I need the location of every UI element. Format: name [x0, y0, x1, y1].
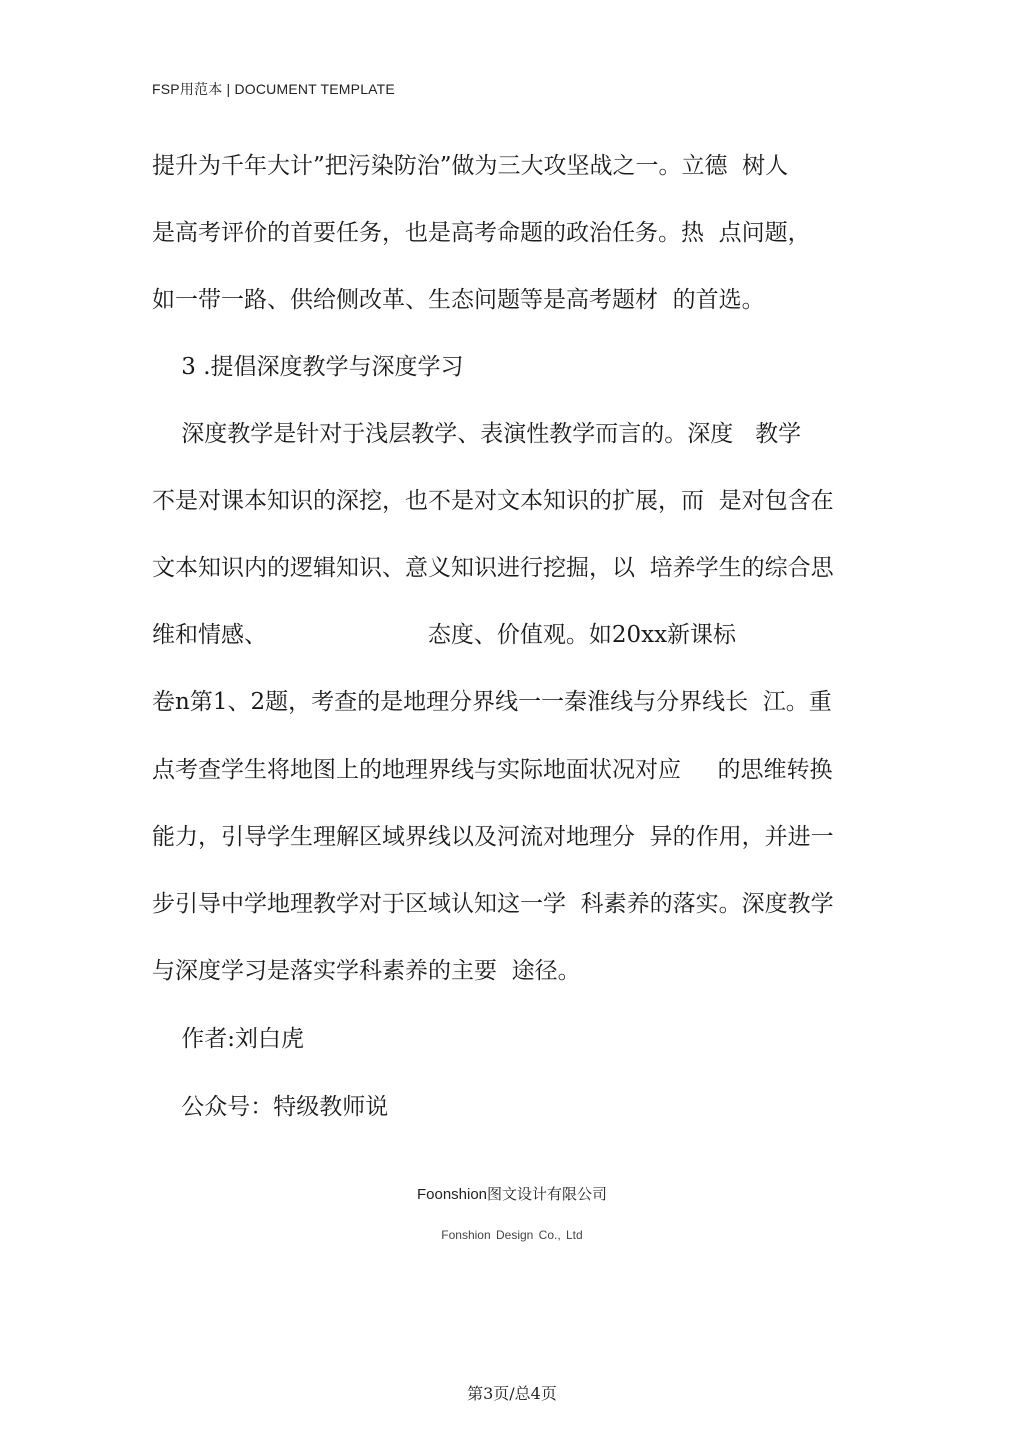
body-line-9: 卷n第1、2题，考查的是地理分界线一一秦淮线与分界线长 江。重: [152, 689, 832, 715]
document-header: FSP用范本 | DOCUMENT TEMPLATE: [152, 81, 395, 97]
body-line-5: 深度教学是针对于浅层教学、表演性教学而言的。深度 教学: [152, 421, 802, 447]
body-line-12: 步引导中学地理教学对于区域认知这一学 科素养的落实。深度教学: [152, 891, 834, 917]
body-line-13: 与深度学习是落实学科素养的主要 途径。: [152, 958, 581, 984]
body-line-7: 文本知识内的逻辑知识、意义知识进行挖掘，以 培养学生的综合思: [152, 555, 834, 581]
body-line-2: 是高考评价的首要任务，也是高考命题的政治任务。热 点问题，: [152, 220, 811, 246]
body-line-10: 点考查学生将地图上的地理界线与实际地面状况对应 的思维转换: [152, 757, 833, 783]
section-heading: 3 .提倡深度教学与深度学习: [152, 354, 464, 380]
footer-company-cn: Foonshion图文设计有限公司: [416, 1186, 608, 1203]
body-line-3: 如一带一路、供给侧改革、生态问题等是高考题材 的首选。: [152, 287, 765, 313]
page-number: 第3页/总4页: [467, 1384, 557, 1403]
author-line: 作者:刘白虎: [152, 1026, 304, 1052]
body-line-1: 提升为千年大计”把污染防治”做为三大攻坚战之一。立德 树人: [152, 153, 789, 179]
account-line: 公众号：特级教师说: [152, 1094, 389, 1120]
body-line-8: 维和情感、 态度、价值观。如20xx新课标: [152, 622, 737, 648]
footer-company-en: Fonshion Design Co., Ltd: [441, 1228, 583, 1242]
body-line-11: 能力，引导学生理解区域界线以及河流对地理分 异的作用，并进一: [152, 824, 834, 850]
body-line-6: 不是对课本知识的深挖，也不是对文本知识的扩展，而 是对包含在: [152, 488, 834, 514]
